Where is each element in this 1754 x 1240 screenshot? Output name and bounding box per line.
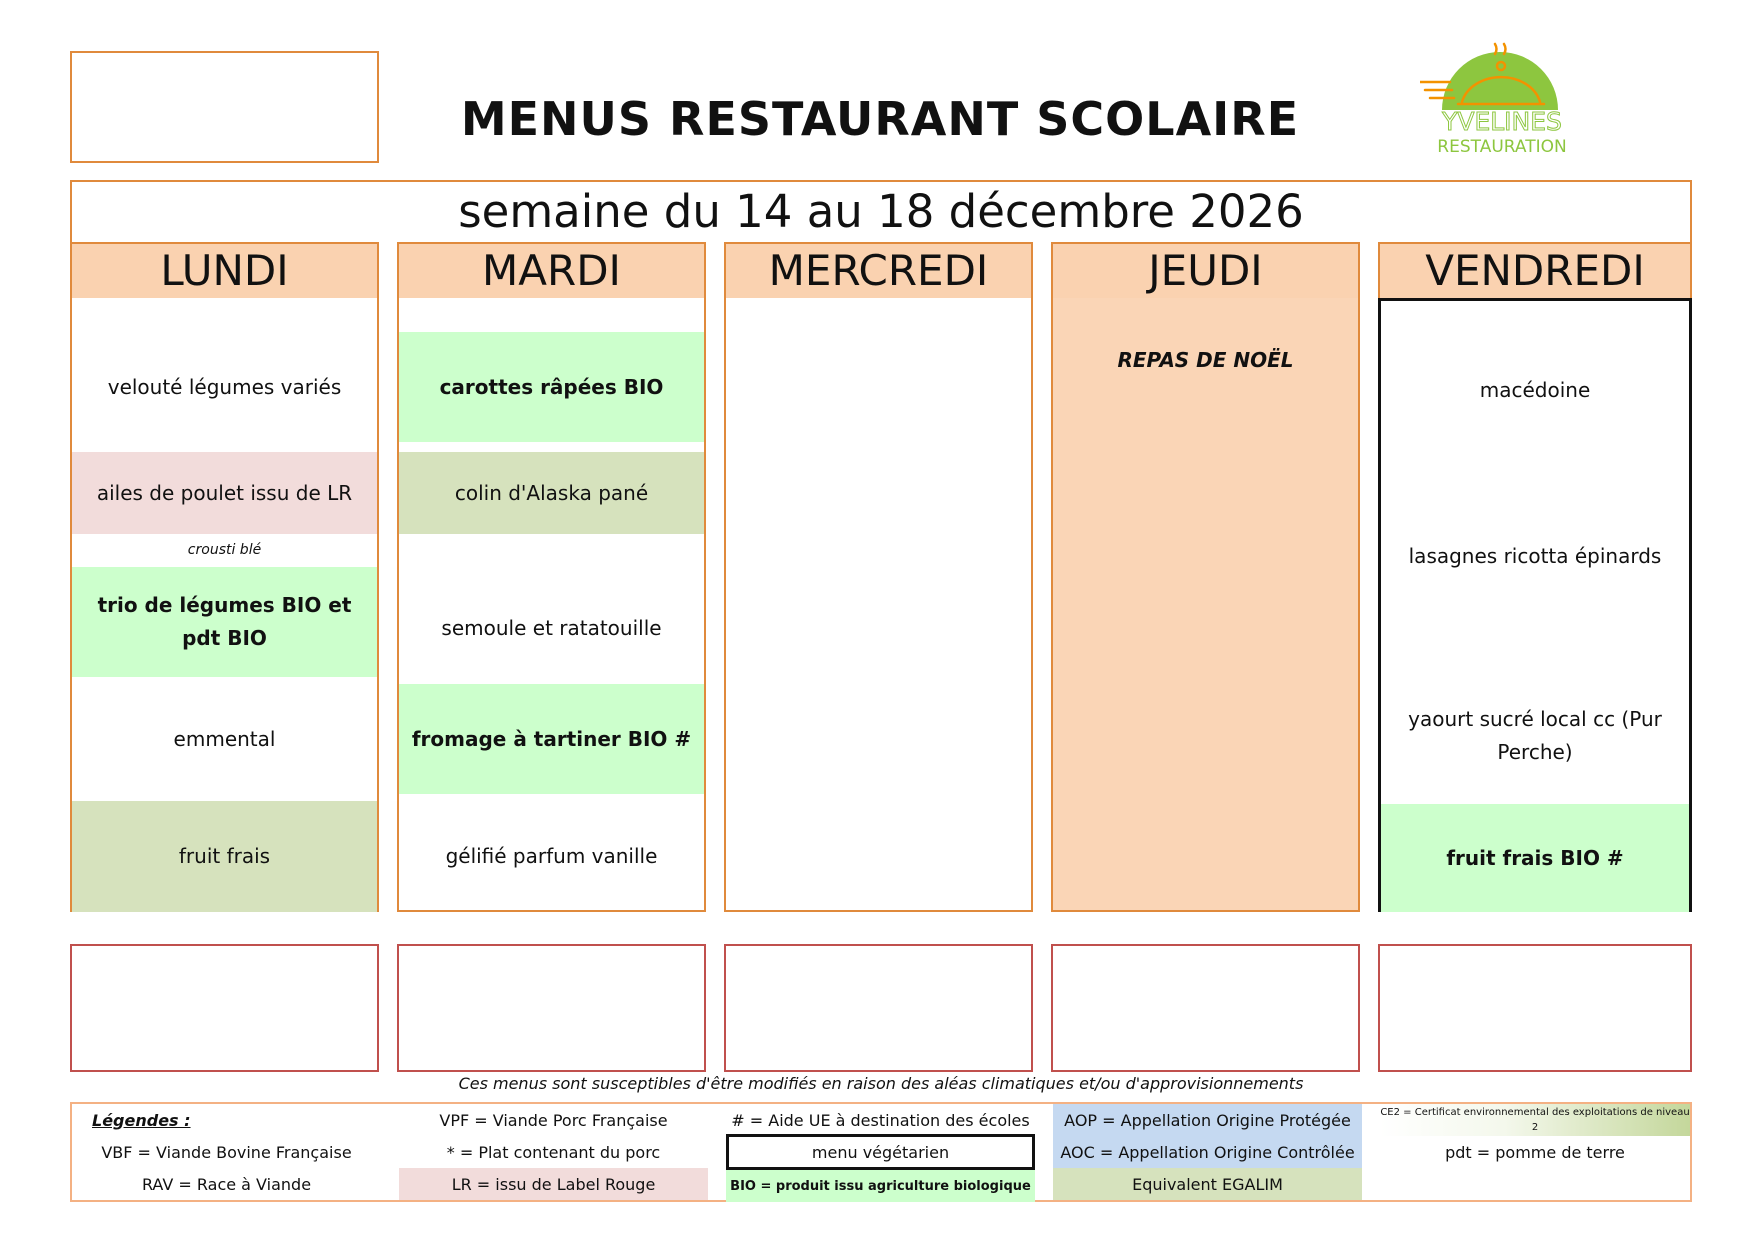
legend-bio: BIO = produit issu agriculture biologique: [726, 1170, 1035, 1202]
lundi-note: crousti blé: [187, 542, 262, 558]
lundi-plat: ailes de poulet issu de LR: [72, 452, 377, 534]
legend-label-rouge: LR = issu de Label Rouge: [399, 1168, 708, 1200]
menu-column-lundi: [70, 298, 379, 912]
goûter-box-lundi: [70, 944, 379, 1072]
goûter-box-mercredi: [724, 944, 1033, 1072]
mardi-accompagnement: semoule et ratatouille: [441, 615, 662, 640]
day-header-mercredi: MERCREDI: [724, 242, 1033, 300]
legend-menu-vegetarien: menu végétarien: [726, 1134, 1035, 1170]
vendredi-laitage: yaourt sucré local cc (Pur Perche): [1408, 707, 1662, 764]
day-header-jeudi: JEUDI: [1051, 242, 1360, 300]
day-header-mardi: MARDI: [397, 242, 706, 300]
lundi-entree: velouté légumes variés: [107, 374, 342, 399]
legend-ce2: CE2 = Certificat environnemental des exploitations de niveau 2: [1380, 1104, 1690, 1136]
menu-column-vendredi: [1378, 298, 1692, 912]
yvelines-restauration-logo: [1420, 40, 1590, 162]
day-header-lundi: LUNDI: [70, 242, 379, 300]
mardi-fromage: fromage à tartiner BIO #: [399, 684, 704, 794]
legend-rav: RAV = Race à Viande: [141, 1174, 312, 1194]
goûter-box-vendredi: [1378, 944, 1692, 1072]
lundi-fromage: emmental: [173, 726, 276, 751]
lundi-accompagnement: trio de légumes BIO et pdt BIO: [72, 567, 377, 677]
legend-aide-ue: # = Aide UE à destination des écoles: [731, 1110, 1030, 1130]
svg-text:YVELINES: YVELINES: [1442, 107, 1562, 136]
mardi-plat: colin d'Alaska pané: [399, 452, 704, 534]
menu-column-jeudi: [1051, 298, 1360, 912]
lundi-dessert: fruit frais: [72, 801, 377, 912]
mardi-dessert: gélifié parfum vanille: [445, 844, 658, 868]
week-heading: semaine du 14 au 18 décembre 2026: [70, 180, 1692, 244]
page-title: MENUS RESTAURANT SCOLAIRE: [460, 92, 1300, 146]
day-header-vendredi: VENDREDI: [1378, 242, 1692, 300]
legend-heading: Légendes :: [92, 1110, 191, 1130]
vendredi-entree: macédoine: [1479, 377, 1591, 402]
legend-aop: AOP = Appellation Origine Protégée: [1053, 1104, 1362, 1136]
goûter-box-jeudi: [1051, 944, 1360, 1072]
svg-text:RESTAURATION: RESTAURATION: [1437, 137, 1567, 157]
legend-vbf: VBF = Viande Bovine Française: [101, 1142, 352, 1162]
legend-pdt: pdt = pomme de terre: [1445, 1142, 1625, 1162]
cloche-icon: [1420, 40, 1590, 162]
vendredi-plat: lasagnes ricotta épinards: [1408, 543, 1662, 568]
menu-column-mercredi: [724, 298, 1033, 912]
legend-vpf: VPF = Viande Porc Française: [439, 1110, 668, 1130]
mardi-entree: carottes râpées BIO: [399, 332, 704, 442]
legend-table: [70, 1102, 1692, 1202]
jeudi-repas-de-noel: REPAS DE NOËL: [1117, 347, 1294, 372]
disclaimer-text: Ces menus sont susceptibles d'être modifiés en raison des aléas climatiques et/ou d'approvisionnements: [458, 1074, 1304, 1093]
vendredi-dessert: fruit frais BIO #: [1381, 804, 1689, 912]
menu-column-mardi: [397, 298, 706, 912]
legend-porc: * = Plat contenant du porc: [446, 1142, 661, 1162]
goûter-box-mardi: [397, 944, 706, 1072]
logo-placeholder-box: [70, 51, 379, 163]
legend-aoc: AOC = Appellation Origine Contrôlée: [1053, 1136, 1362, 1168]
legend-egalim: Equivalent EGALIM: [1053, 1168, 1362, 1200]
